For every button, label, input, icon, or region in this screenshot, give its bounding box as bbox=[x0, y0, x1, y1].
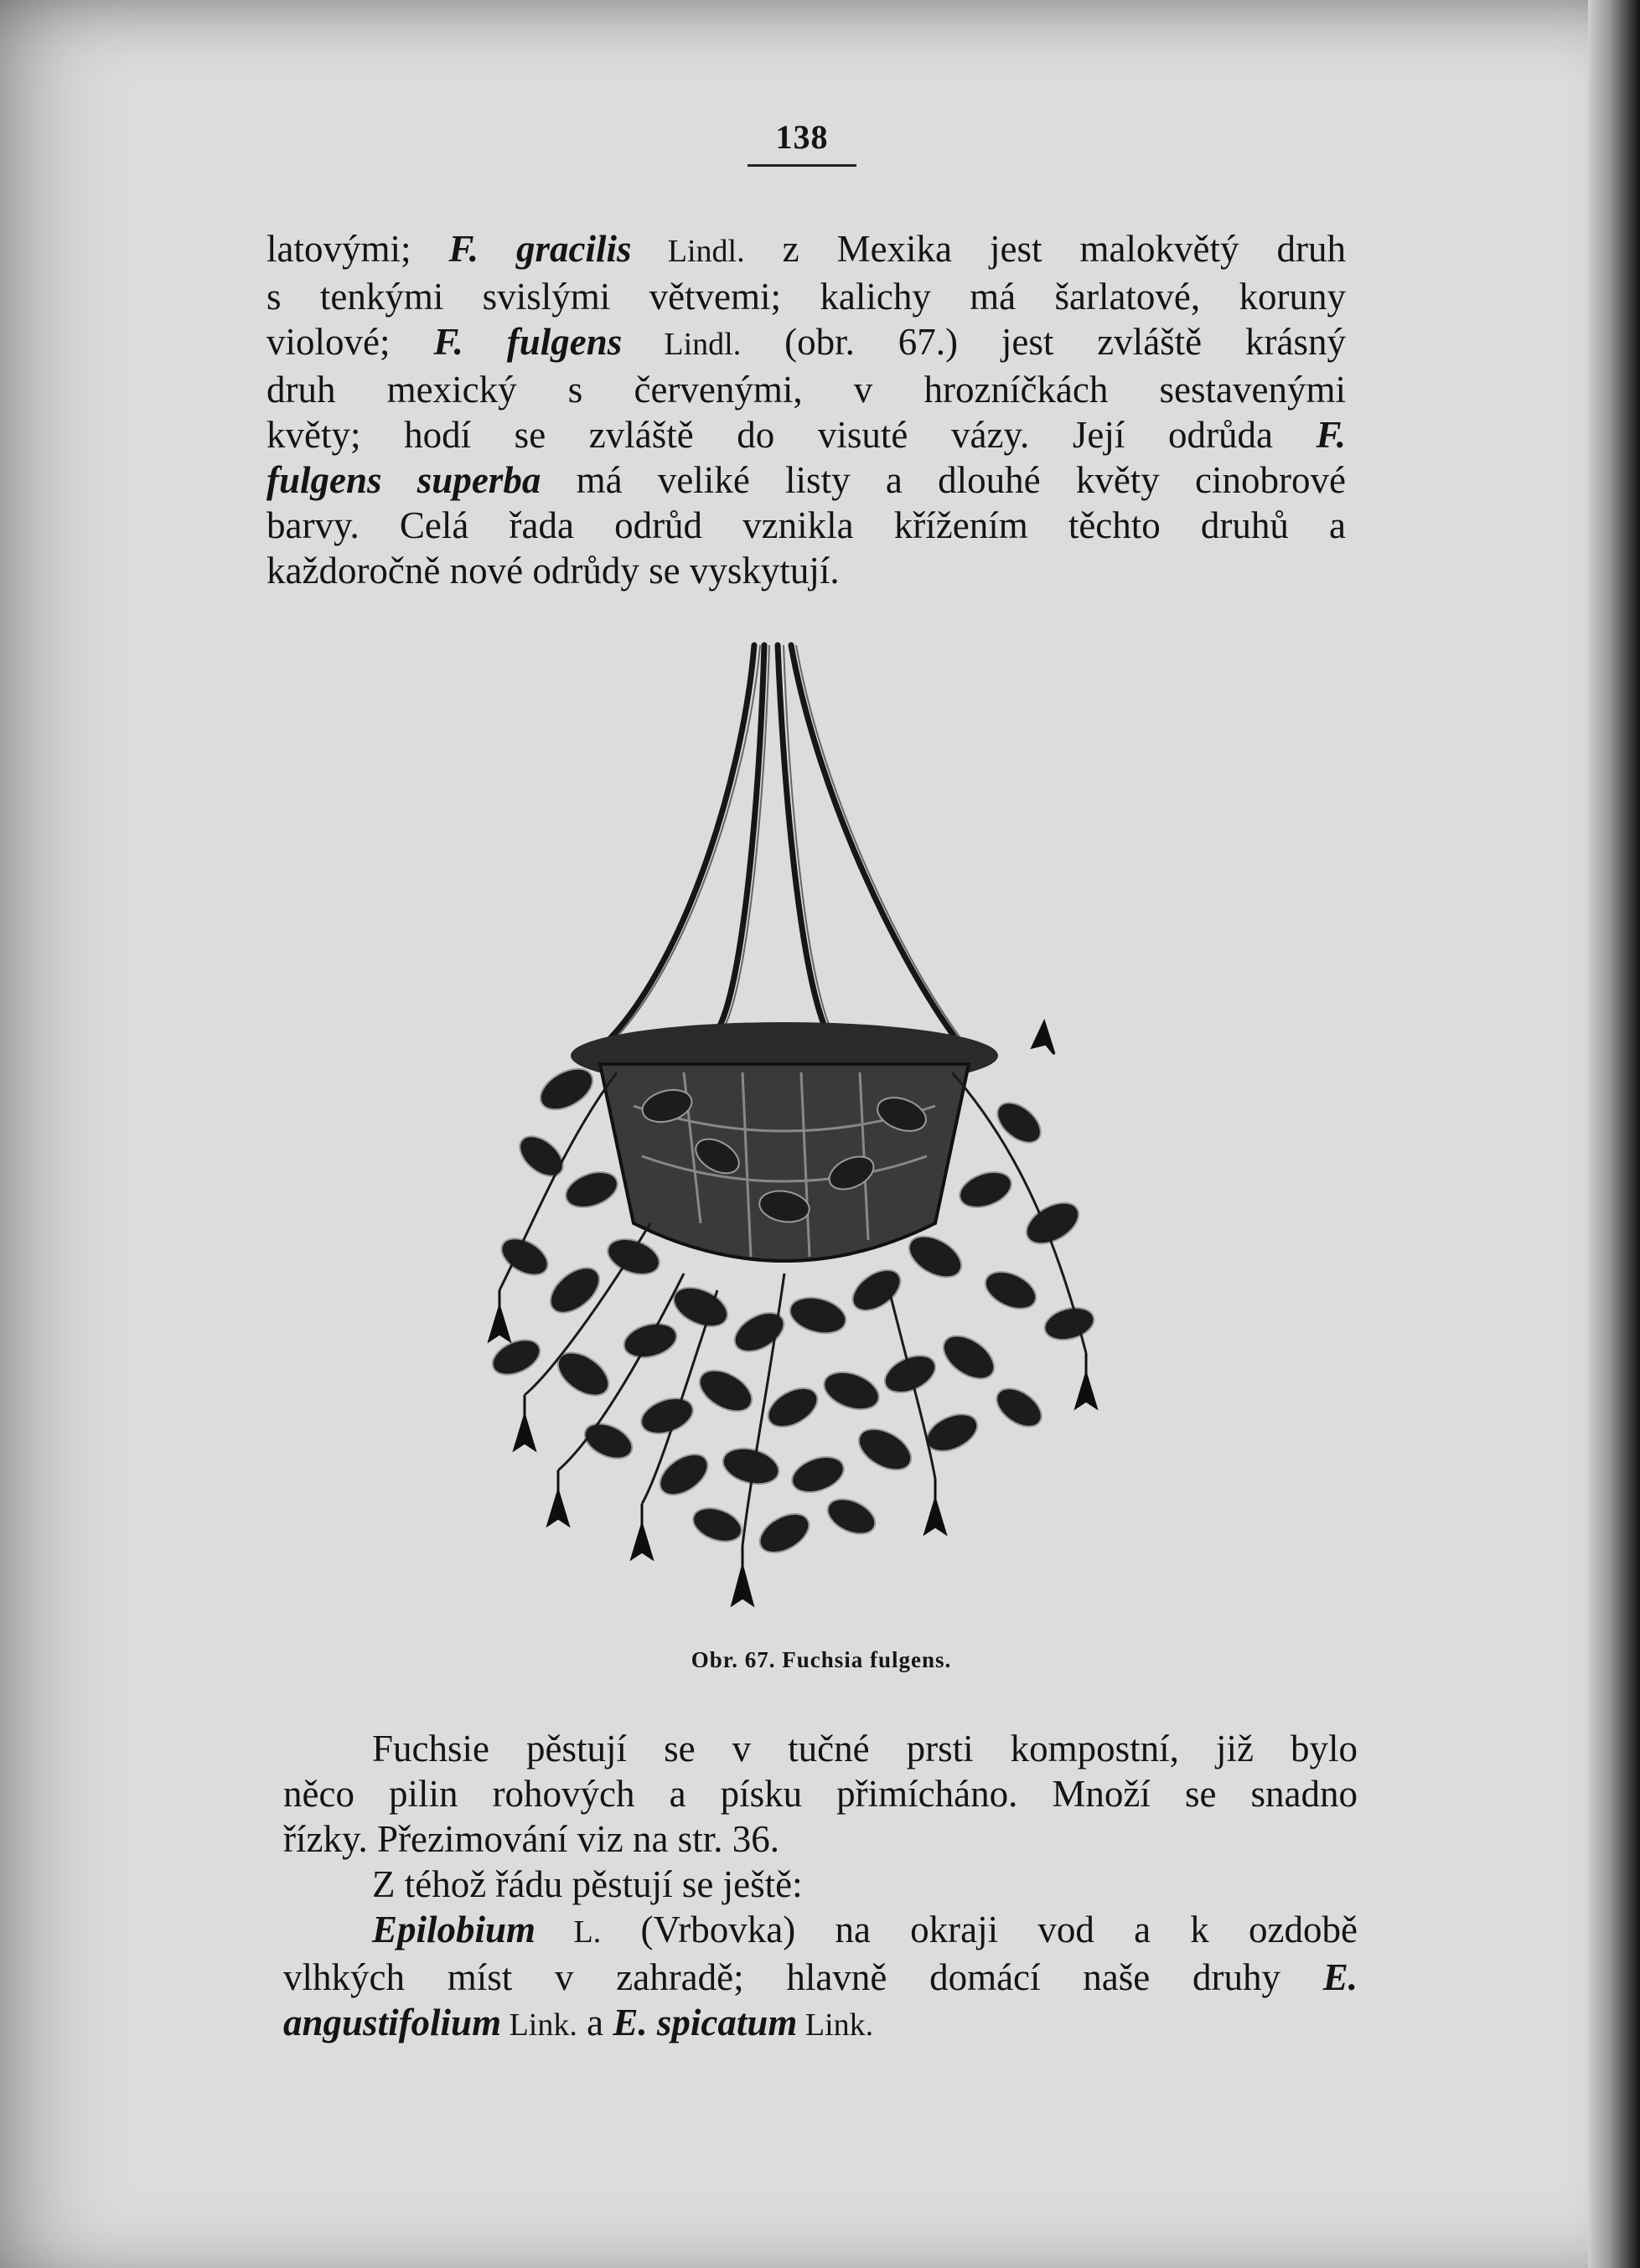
hanging-basket-fuchsia-illustration bbox=[466, 637, 1128, 1634]
text-line: violové; F. fulgens Lindl. (obr. 67.) jest zvláště krásný bbox=[266, 321, 1347, 363]
text-line: řízky. Přezimování viz na str. 36. bbox=[283, 1818, 779, 1860]
text-line: něco pilin rohových a písku přimícháno. Množí se snadno bbox=[283, 1773, 1358, 1815]
fuchsia-illustration-icon bbox=[466, 637, 1128, 1634]
bottom-paragraph bbox=[283, 1726, 1358, 2048]
figure-caption: Obr. 67. Fuchsia fulgens. bbox=[691, 1647, 952, 1672]
text-line: barvy. Celá řada odrůd vznikla křížením těchto druhů a bbox=[266, 504, 1346, 546]
text-line: Fuchsie pěstují se v tučné prsti kompostní, již bylo bbox=[372, 1728, 1358, 1769]
text-line: Z téhož řádu pěstují se ještě: bbox=[372, 1863, 803, 1905]
text-line: druh mexický s červenými, v hrozníčkách sestavenými bbox=[266, 369, 1346, 411]
top-paragraph bbox=[266, 226, 1346, 593]
text-line: Epilobium L. (Vrbovka) na okraji vod a k ozdobě bbox=[372, 1909, 1358, 1950]
text-line: každoročně nové odrůdy se vyskytují. bbox=[266, 550, 840, 592]
page-number-rule bbox=[748, 164, 856, 167]
text-line: květy; hodí se zvláště do visuté vázy. Její odrůda F. bbox=[266, 414, 1346, 456]
page-edge-shadow bbox=[1588, 0, 1640, 2268]
text-line: vlhkých míst v zahradě; hlavně domácí naše druhy E. bbox=[283, 1956, 1358, 1998]
text-line: latovými; F. gracilis Lindl. z Mexika jest malokvětý druh bbox=[266, 228, 1346, 270]
text-line: angustifolium Link. a E. spicatum Link. bbox=[283, 2002, 874, 2043]
page-number: 138 bbox=[775, 118, 829, 156]
text-line: fulgens superba má veliké listy a dlouhé květy cinobrové bbox=[266, 459, 1346, 501]
text-line: s tenkými svislými větvemi; kalichy má šarlatové, koruny bbox=[266, 276, 1346, 318]
